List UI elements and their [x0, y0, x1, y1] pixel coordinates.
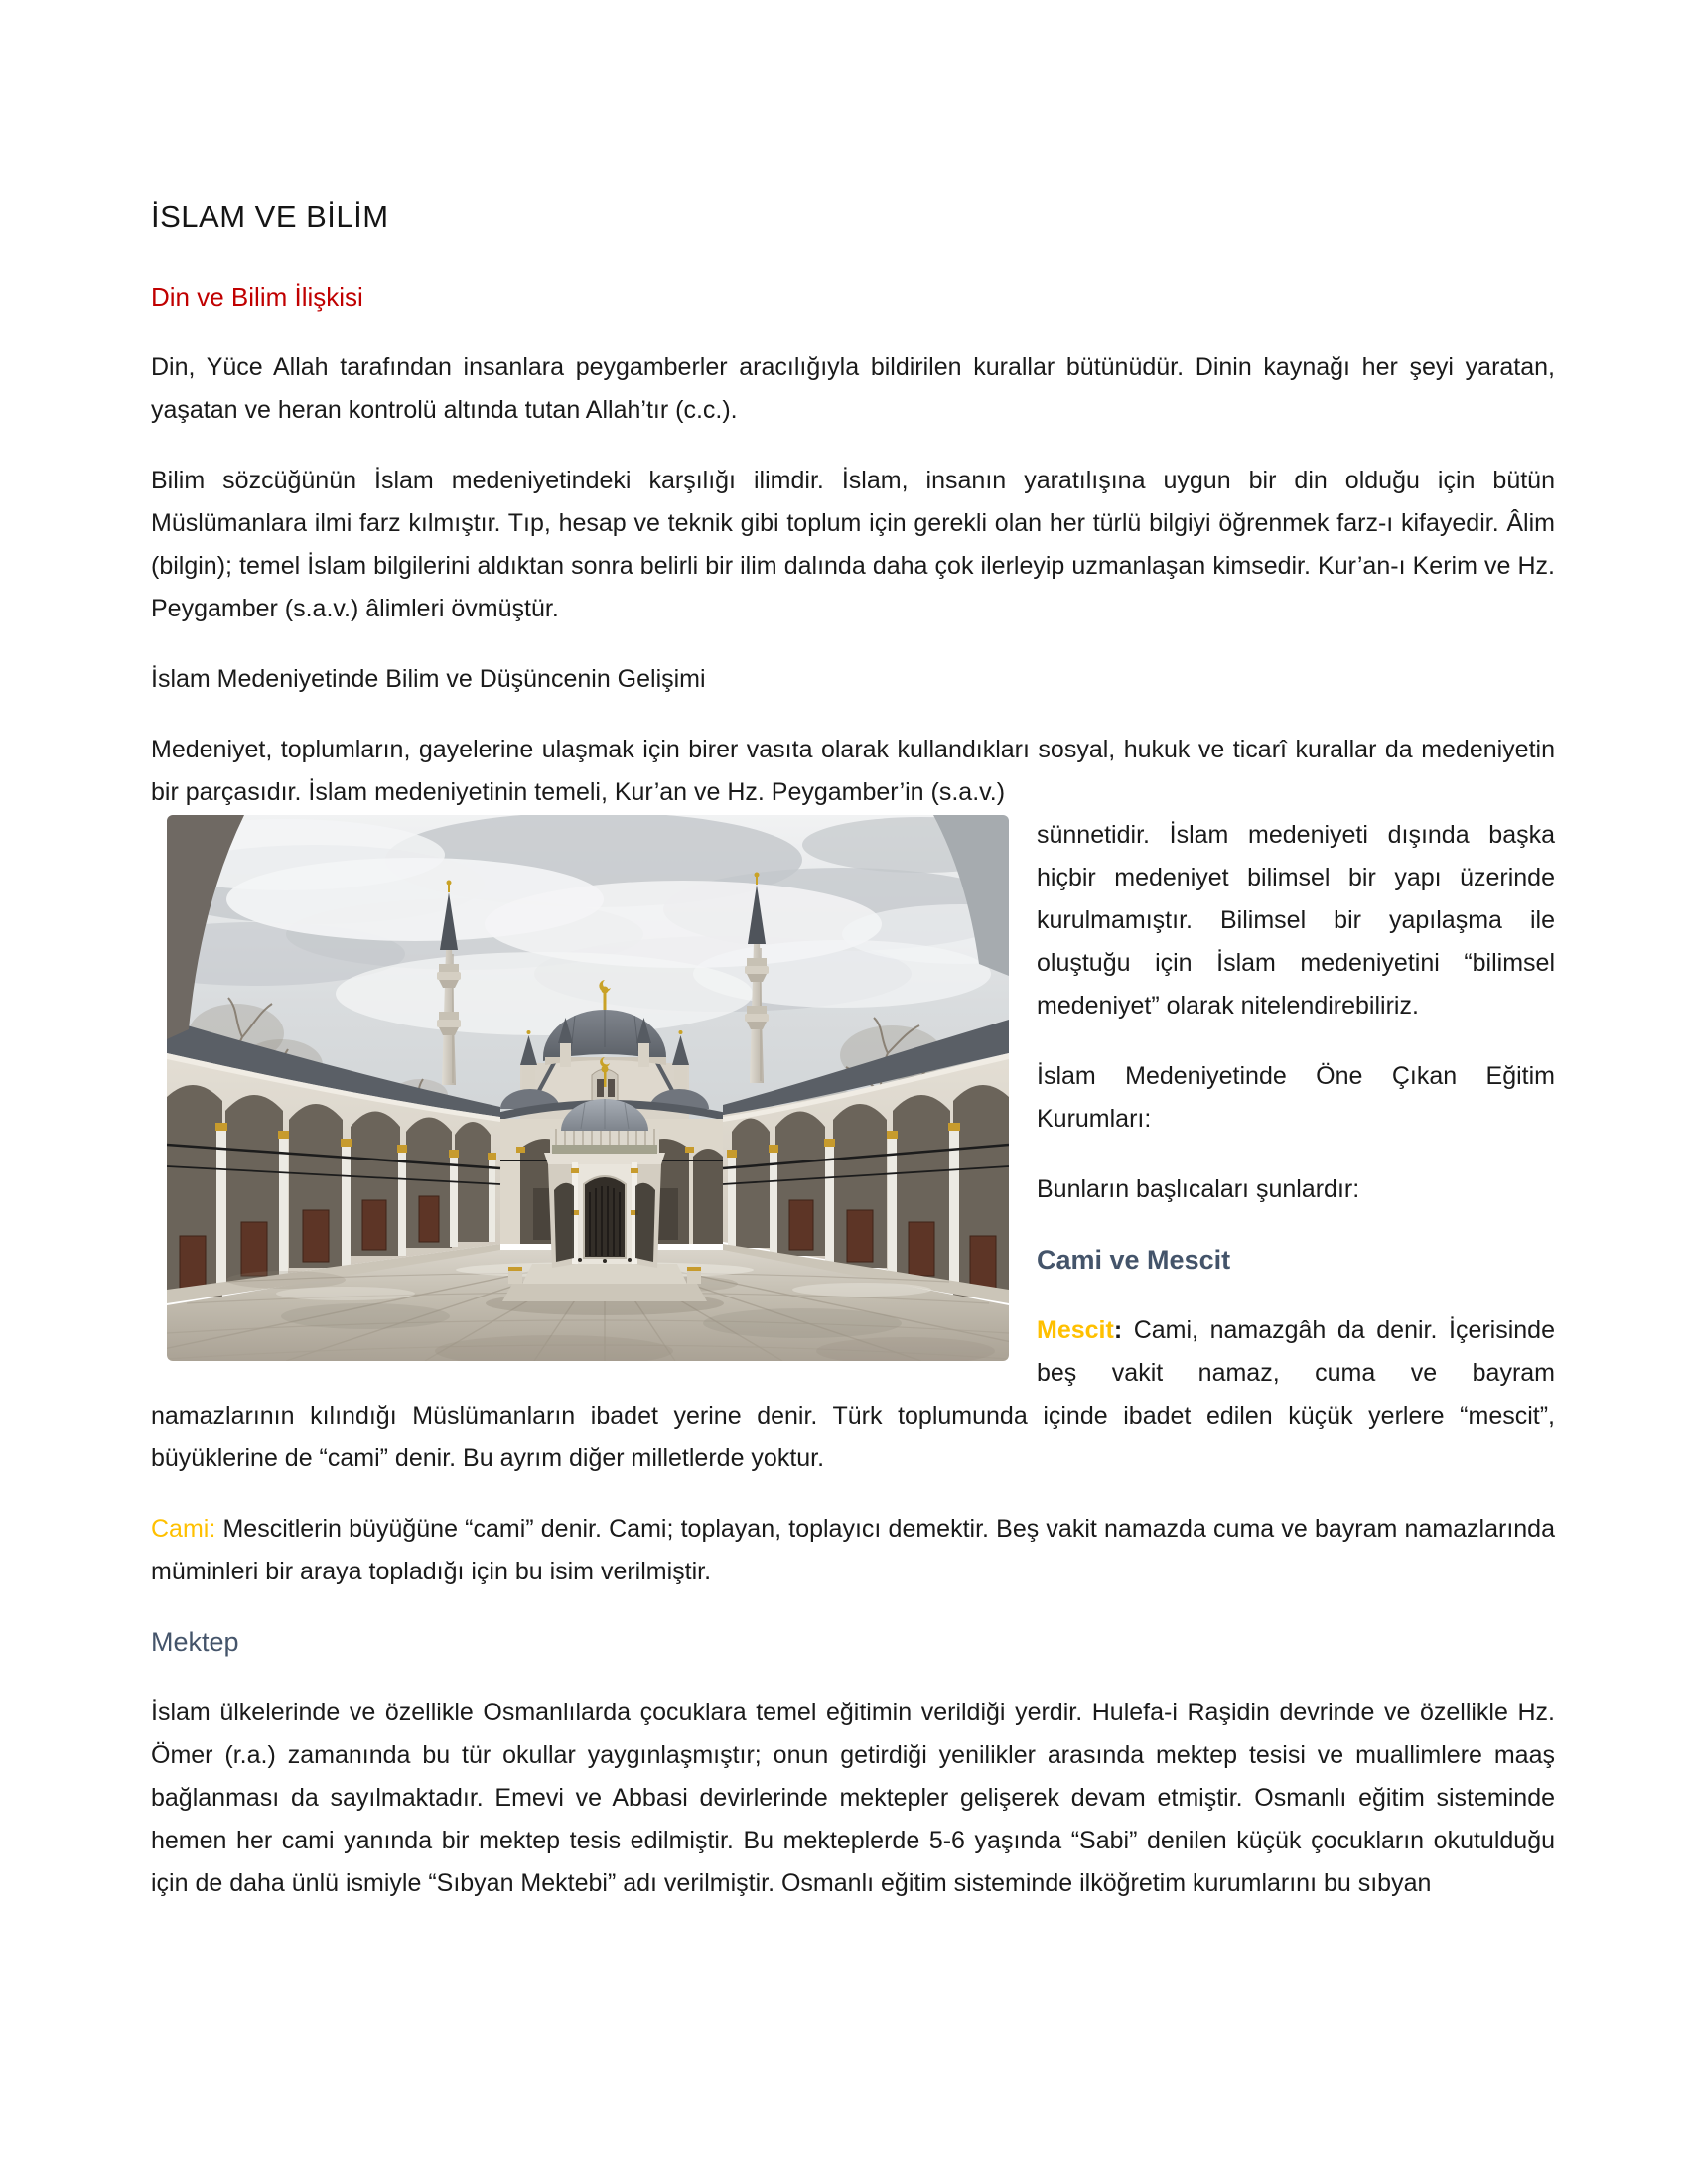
page-title: İSLAM VE BİLİM [151, 200, 389, 234]
mosque-courtyard-photo [167, 815, 1009, 1361]
mescit-definition: Cami, namazgâh da denir. İçerisinde beş vakit namaz, cuma ve bayram namazlarının kılındığı Müslümanların ibadet yerine denir. Türk toplumunda içinde ibadet edilen küçük yerlere “mescit”, büyüklerine de “cami” denir. Bu ayrım diğer milletlerde yoktur. [151, 1316, 1555, 1472]
paragraph-bilim: Bilim sözcüğünün İslam medeniyetindeki karşılığı ilimdir. İslam, insanın yaratılışına uygun bir din olduğu için bütün Müslümanlara ilmi farz kılmıştır. Tıp, hesap ve teknik gibi toplum için gerekli olan her türlü bilgiyi öğrenmek farz-ı kifayedir. Âlim (bilgin); temel İslam bilgilerini aldıktan sonra belirli bir ilim dalında daha çok ilerleyip uzmanlaşan kimsedir. Kur’an-ı Kerim ve Hz. Peygamber (s.a.v.) âlimleri övmüştür. [151, 467, 1555, 622]
heading-cami-ve-mescit: Cami ve Mescit [1037, 1245, 1231, 1275]
cami-definition: Mescitlerin büyüğüne “cami” denir. Cami; toplayan, toplayıcı demektir. Beş vakit namazda cuma ve bayram namazlarında müminleri bir araya topladığı için bu isim verilmiştir. [151, 1515, 1555, 1585]
paragraph-medeniyet-devam [151, 814, 1555, 1027]
paragraph-cami [151, 1508, 1555, 1593]
paragraph-medeniyet-devam-text: sünnetidir. İslam medeniyeti dışında başka hiçbir medeniyet bilimsel bir yapı üzerinde kurulmamıştır. Bilimsel bir yapılaşma ile oluştuğu için İslam medeniyetini “bilimsel medeniyet” olarak nitelendirebiliriz. [1037, 821, 1555, 1020]
mescit-term: Mescit [1037, 1316, 1114, 1344]
paragraph-bunlarin: Bunların başlıcaları şunlardır: [1037, 1175, 1360, 1203]
heading-one-cikan: İslam Medeniyetinde Öne Çıkan Eğitim Kurumları: [1037, 1062, 1555, 1133]
mescit-separator: : [1113, 1316, 1134, 1344]
heading-gelisimi: İslam Medeniyetinde Bilim ve Düşüncenin Gelişimi [151, 665, 706, 693]
paragraph-medeniyet-intro: Medeniyet, toplumların, gayelerine ulaşmak için birer vasıta olarak kullandıkları sosyal, hukuk ve ticarî kurallar da medeniyetin bir parçasıdır. İslam medeniyetinin temeli, Kur’an ve Hz. Peygamber’in (s.a.v.) [151, 736, 1555, 806]
paragraph-din: Din, Yüce Allah tarafından insanlara peygamberler aracılığıyla bildirilen kurallar bütünüdür. Dinin kaynağı her şeyi yaratan, yaşatan ve heran kontrolü altında tutan Allah’tır (c.c.). [151, 353, 1555, 424]
heading-mektep: Mektep [151, 1627, 239, 1657]
cami-term: Cami: [151, 1515, 216, 1543]
heading-din-ve-bilim: Din ve Bilim İlişkisi [151, 282, 363, 312]
paragraph-mektep: İslam ülkelerinde ve özellikle Osmanlılarda çocuklara temel eğitimin verildiği yerdir. Hulefa-i Raşidin devrinde ve özellikle Hz. Ömer (r.a.) zamanında bu tür okullar yaygınlaşmıştır; onun getirdiği yenilikler arasında mektep tesisi ve muallimlere maaş bağlanması da sayılmaktadır. Emevi ve Abbasi devirlerinde mektepler gelişerek devam etmiştir. Osmanlı eğitim sisteminde hemen her cami yanında bir mektep tesis edilmiştir. Bu mekteplerde 5-6 yaşında “Sabi” denilen küçük çocukların okutulduğu için de daha ünlü ismiyle “Sıbyan Mektebi” adı verilmiştir. Osmanlı eğitim sisteminde ilköğretim kurumlarını bu sıbyan [151, 1699, 1555, 1897]
